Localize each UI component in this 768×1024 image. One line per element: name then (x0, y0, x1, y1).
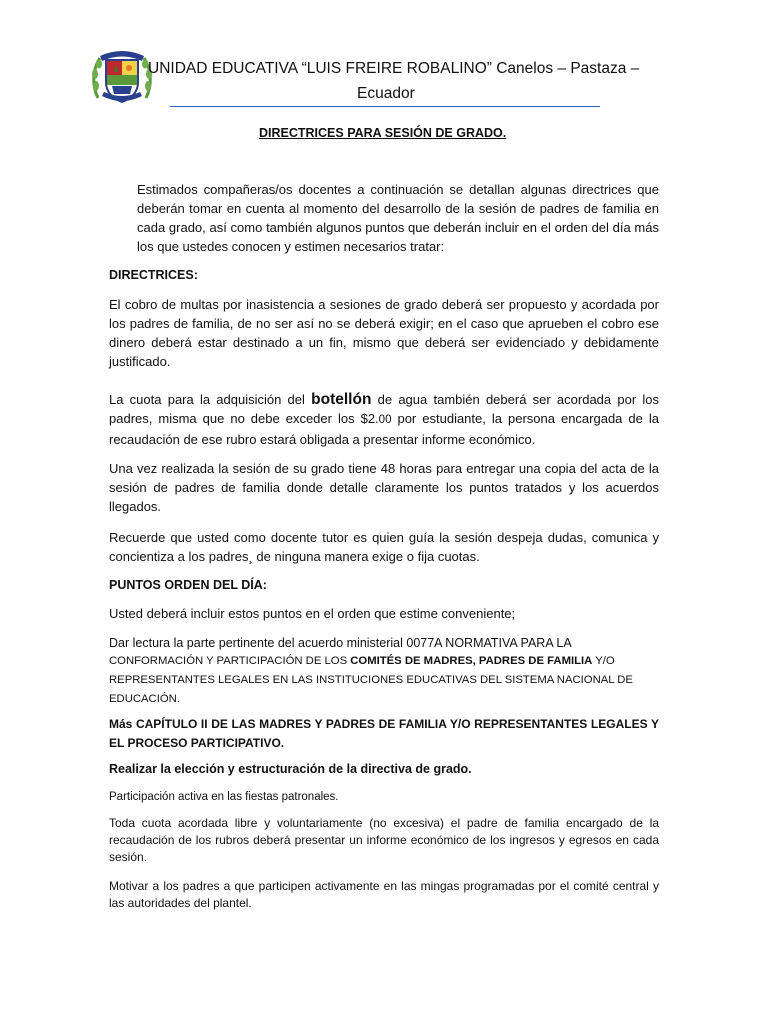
punto-capitulo-paragraph: Más CAPÍTULO II DE LAS MADRES Y PADRES DE FAMILIA Y/O REPRESENTANTES LEGALES Y EL PROCESO PARTICIPATIVO. (109, 717, 659, 750)
punto-lectura-first-line: Dar lectura la parte pertinente del acuerdo ministerial 0077A NORMATIVA PARA LA (109, 636, 572, 650)
punto-lectura-text-before: CONFORMACIÓN Y PARTICIPACIÓN DE LOS (109, 655, 351, 667)
directriz-tutor-paragraph: Recuerde que usted como docente tutor es quien guía la sesión despeja dudas, comunica y concientiza a los padres¸ de ninguna manera exige o fija cuotas. (109, 530, 659, 564)
punto-mingas-paragraph: Motivar a los padres a que participen activamente en las mingas programadas por el comité central y las autoridades del plantel. (109, 879, 659, 910)
punto-eleccion-paragraph: Realizar la elección y estructuración de la directiva de grado. (109, 762, 472, 776)
punto-lectura-bold-text: COMITÉS DE MADRES, PADRES DE FAMILIA (350, 655, 593, 667)
intro-paragraph: Estimados compañeras/os docentes a continuación se detallan algunas directrices que deberán tomar en cuenta al momento del desarrollo de la sesión de padres de familia en cada grado, así como también algunos puntos que deberán incluir en el orden del día más los que ustedes conocen y estimen necesarios tratar: (137, 182, 659, 254)
botellon-text-end: por estudiante, la persona encargada de la recaudación de ese rubro estará obligada a presentar informe económico. (109, 411, 659, 447)
document-title: DIRECTRICES PARA SESIÓN DE GRADO. (259, 126, 507, 140)
puntos-heading: PUNTOS ORDEN DEL DÍA: (109, 578, 267, 592)
school-name-header: UNIDAD EDUCATIVA “LUIS FREIRE ROBALINO” Canelos – Pastaza – (148, 60, 640, 77)
header-divider (170, 106, 600, 107)
botellon-text-after: de agua también deberá ser acordada por los padres, misma que no debe exceder los $2. (109, 392, 659, 426)
punto-lectura-paragraph (109, 652, 659, 709)
directriz-multas-paragraph: El cobro de multas por inasistencia a sesiones de grado deberá ser propuesto y acordada por los padres de familia, de no ser así no se deberá exigir; en el caso que aprueben el cobro ese dinero deberá estar destinado a un fin, mismo que deberá ser evidenciado y debidamente justificado. (109, 297, 659, 369)
school-logo (90, 46, 154, 106)
school-country-header: Ecuador (357, 85, 415, 102)
directriz-acta-paragraph: Una vez realizada la sesión de su grado tiene 48 horas para entregar una copia del acta de la sesión de padres de familia donde detalle claramente los puntos tratados y los acuerdos llegados. (109, 461, 659, 514)
botellon-keyword: botellón (311, 391, 372, 408)
punto-cuota-paragraph: Toda cuota acordada libre y voluntariamente (no excesiva) el padre de familia encargado de la recaudación de los rubros deberá presentar un informe económico de los ingresos y egresos en cada sesión. (109, 816, 659, 864)
puntos-intro-paragraph: Usted deberá incluir estos puntos en el orden que estime conveniente; (109, 606, 516, 621)
punto-lectura-text-after: Y/O REPRESENTANTES LEGALES EN LAS INSTITUCIONES EDUCATIVAS DEL SISTEMA NACIONAL DE EDUCACIÓN. (109, 655, 633, 705)
punto-fiestas-paragraph: Participación activa en las fiestas patronales. (109, 791, 339, 803)
directrices-heading: DIRECTRICES: (109, 268, 198, 282)
directriz-botellon-paragraph (109, 390, 659, 449)
botellon-cents: 00 (378, 414, 392, 426)
botellon-text-before: La cuota para la adquisición del (109, 392, 312, 407)
